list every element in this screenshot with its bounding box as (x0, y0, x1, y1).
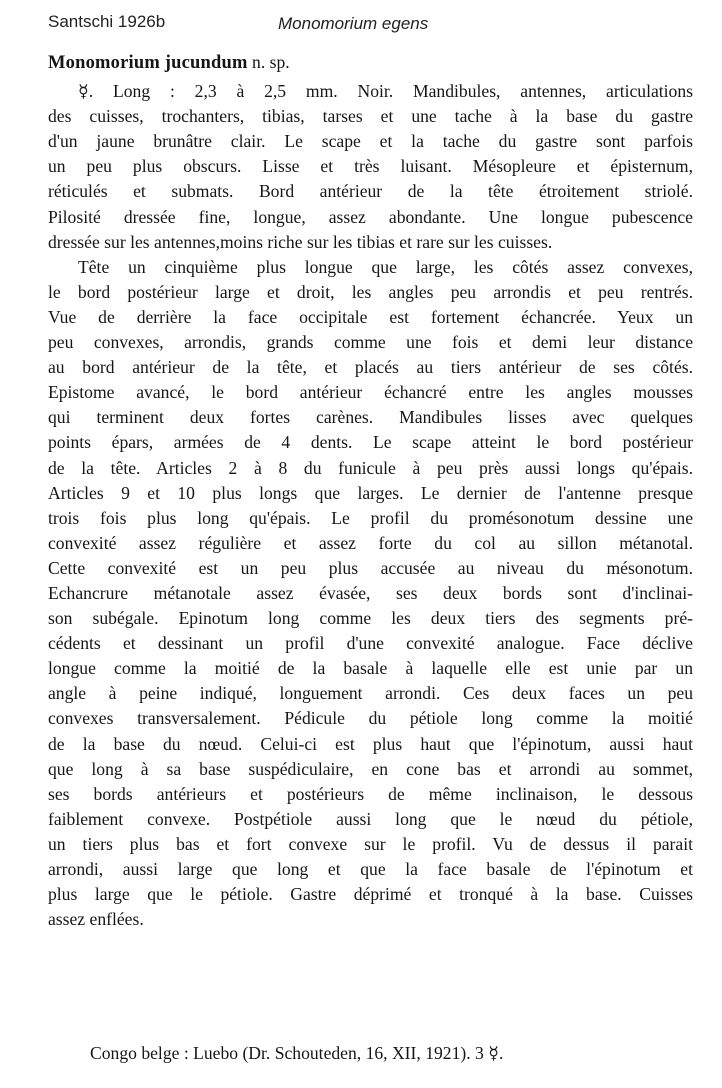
text-line: peu convexes, arrondis, grands comme une fois et demi leur distance (48, 332, 693, 353)
text-line: angle à peine indiqué, longuement arrondi. Ces deux faces un peu (48, 683, 693, 704)
species-name: Monomorium jucundum (48, 53, 248, 73)
text-line: plus large que le pétiole. Gastre déprimé et tronqué à la base. Cuisses (48, 884, 693, 905)
text-line: ses bords antérieurs et postérieurs de même inclinaison, le dessous (48, 783, 693, 804)
text-line: Cette convexité est un peu plus accusée au niveau du mésonotum. (48, 557, 693, 578)
text-line: qui terminent deux fortes carènes. Mandibules lisses avec quelques (48, 407, 693, 428)
text-line: au bord antérieur de la tête, et placés au tiers antérieur de ses côtés. (48, 357, 693, 378)
text-line: trois fois plus long qu'épais. Le profil du promésonotum dessine une (48, 507, 693, 528)
text-line: des cuisses, trochanters, tibias, tarses et une tache à la base du gastre (48, 106, 693, 127)
text-line: réticulés et submats. Bord antérieur de la tête étroitement striolé. (48, 181, 693, 202)
paragraph-worker-description (48, 79, 693, 255)
text-line: un tiers plus bas et fort convexe sur le profil. Vu de dessus il parait (48, 833, 693, 854)
text-line: Tête un cinquième plus longue que large, les côtés assez convexes, (78, 256, 693, 277)
text-line: ☿. Long : 2,3 à 2,5 mm. Noir. Mandibules, antennes, articulations (78, 81, 693, 102)
text-line: cédents et dessinant un profil d'une convexité analogue. Face déclive (48, 633, 693, 654)
text-line: de la base du nœud. Celui-ci est plus haut que l'épinotum, aussi haut (48, 733, 693, 754)
text-line: son subégale. Epinotum long comme les deux tiers des segments pré- (48, 608, 693, 629)
text-line: longue comme la moitié de la basale à laquelle elle est unie par un (48, 658, 693, 679)
paragraph-morphology (48, 255, 693, 933)
text-line: que long à sa base suspédiculaire, en cone bas et arrondi au sommet, (48, 758, 693, 779)
text-line: un peu plus obscurs. Lisse et très luisant. Mésopleure et épisternum, (48, 156, 693, 177)
species-heading (48, 50, 693, 76)
species-label: Monomorium egens (278, 14, 429, 33)
locality-text: Congo belge : Luebo (Dr. Schouteden, 16, XII, 1921). 3 ☿. (90, 1043, 504, 1063)
text-line: convexes transversalement. Pédicule du pétiole long comme la moitié (48, 708, 693, 729)
new-species-marker: n. sp. (247, 52, 290, 72)
citation-label: Santschi 1926b (48, 12, 166, 31)
document-body (48, 50, 693, 932)
text-line: dressée sur les antennes,moins riche sur les tibias et rare sur les cuisses. (48, 231, 553, 252)
text-line: arrondi, aussi large que long et que la face basale de l'épinotum et (48, 859, 693, 879)
text-line: faiblement convexe. Postpétiole aussi long que le nœud du pétiole, (48, 808, 693, 829)
text-line: d'un jaune brunâtre clair. Le scape et la tache du gastre sont parfois (48, 131, 693, 152)
text-line: Pilosité dressée fine, longue, assez abondante. Une longue pubescence (48, 206, 693, 227)
text-line: Articles 9 et 10 plus longs que larges. Le dernier de l'antenne presque (48, 482, 693, 503)
text-line: assez enflées. (48, 909, 144, 930)
page-header (0, 12, 722, 36)
text-line: Vue de derrière la face occipitale est fortement échancrée. Yeux un (48, 306, 693, 327)
text-line: Echancrure métanotale assez évasée, ses deux bords sont d'inclinai- (48, 582, 693, 603)
text-line: points épars, armées de 4 dents. Le scape atteint le bord postérieur (48, 432, 693, 453)
text-line: convexité assez régulière et assez forte du col au sillon métanotal. (48, 532, 693, 553)
text-line: Epistome avancé, le bord antérieur échancré entre les angles mousses (48, 382, 693, 403)
text-line: de la tête. Articles 2 à 8 du funicule à peu près aussi longs qu'épais. (48, 457, 693, 478)
text-line: le bord postérieur large et droit, les angles peu arrondis et peu rentrés. (48, 281, 693, 302)
